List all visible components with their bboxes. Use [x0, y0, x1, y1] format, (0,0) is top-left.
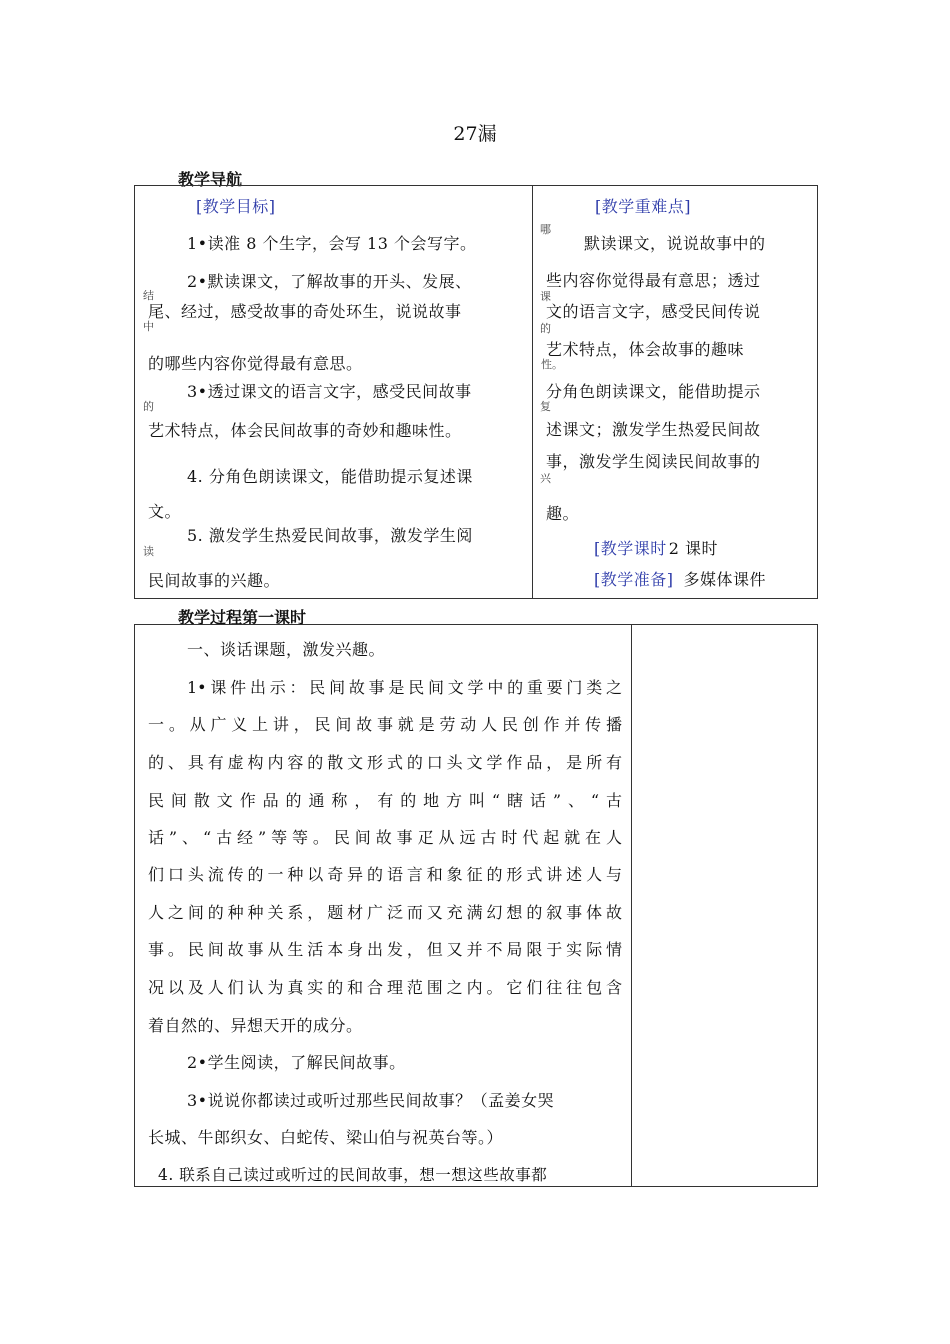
process-paragraph: 2•学生阅读，了解民间故事。 — [187, 1053, 406, 1072]
goal-line: 民间故事的兴趣。 — [148, 571, 281, 590]
keypoint-line: 分角色朗读课文，能借助提示 — [546, 382, 761, 401]
keypoint-line: 述课文；激发学生热爱民间故 — [546, 420, 761, 439]
class-hours-value: 2 课时 — [668, 539, 719, 558]
process-line: 人之间的种种关系，题材广泛而又充满幻想的叙事体故 — [148, 903, 622, 922]
process-line: 长城、牛郎织女、白蛇传、梁山伯与祝英台等。） — [148, 1128, 504, 1147]
goal-line: 的哪些内容你觉得最有意思。 — [148, 354, 363, 373]
clipped-fragment: 课 — [540, 290, 551, 303]
keypoint-line: 艺术特点，体会故事的趣味 — [546, 340, 745, 359]
clipped-fragment: 哪 — [540, 223, 551, 236]
clipped-fragment: 复 — [540, 400, 551, 413]
clipped-fragment: 中 — [143, 320, 154, 333]
process-line: 一。从广义上讲，民间故事就是劳动人民创作并传播 — [148, 715, 622, 734]
process-line: 的、具有虚构内容的散文形式的口头文学作品，是所有 — [148, 753, 622, 772]
keypoint-line: 些内容你觉得最有意思；透过 — [546, 271, 761, 290]
keypoint-line: 默读课文，说说故事中的 — [584, 234, 766, 253]
goal-line: 艺术特点，体会民间故事的奇妙和趣味性。 — [148, 421, 462, 440]
goal-line: 文。 — [148, 502, 182, 521]
process-line: 3•说说你都读过或听过那些民间故事？（孟姜女哭 — [187, 1091, 555, 1110]
prep-label: [教学准备] — [594, 570, 674, 589]
clipped-fragment: 读 — [143, 545, 154, 558]
clipped-fragment: 的 — [143, 400, 154, 413]
class-hours-label: [教学课时 — [594, 539, 667, 558]
process-line: 民间散文作品的通称，有的地方叫“瞎话”、“古 — [148, 791, 622, 810]
goal-line: 4. 分角色朗读课文，能借助提示复述课 — [187, 467, 473, 486]
prep-row — [594, 567, 766, 590]
process-line: 事。民间故事从生活本身出发，但又并不局限于实际情 — [148, 940, 622, 959]
process-table-divider — [631, 624, 632, 1187]
clipped-fragment: 结 — [143, 289, 154, 302]
page-title: 27漏 — [453, 123, 497, 145]
process-line: 话”、“古经”等等。民间故事疋从远古时代起就在人 — [148, 828, 622, 847]
class-hours-row — [594, 536, 718, 559]
process-line: 们口头流传的一种以奇异的语言和象征的形式讲述人与 — [148, 865, 622, 884]
goal-line: 尾、经过，感受故事的奇处环生，说说故事 — [148, 302, 462, 321]
process-line: 着自然的、异想天开的成分。 — [148, 1016, 363, 1035]
prep-value: 多媒体课件 — [683, 570, 767, 589]
process-heading: 教学过程第一课时 — [178, 608, 307, 627]
keypoint-line: 事，激发学生阅读民间故事的 — [546, 452, 761, 471]
process-line: 1•课件出示：民间故事是民间文学中的重要门类之 — [187, 678, 622, 697]
process-line: 况以及人们认为真实的和合理范围之内。它们往往包含 — [148, 978, 622, 997]
process-paragraph: 一、谈话课题，激发兴趣。 — [187, 640, 386, 659]
goal-line: 2•默读课文，了解故事的开头、发展、 — [187, 272, 472, 291]
clipped-fragment: 兴 — [540, 472, 551, 485]
process-line: 4. 联系自己读过或听过的民间故事，想一想这些故事都 — [158, 1166, 548, 1184]
goal-line: 5. 激发学生热爱民间故事，激发学生阅 — [187, 526, 473, 545]
clipped-fragment: 的 — [540, 322, 551, 335]
nav-heading: 教学导航 — [178, 170, 243, 189]
keypoint-line: 趣。 — [546, 504, 580, 523]
goal-line: 3•透过课文的语言文字，感受民间故事 — [187, 382, 472, 401]
keypoints-heading: [教学重难点] — [595, 197, 691, 216]
goal-line: 1•读准 8 个生字，会写 13 个会写字。 — [187, 234, 477, 253]
clipped-fragment: 性。 — [541, 358, 563, 371]
goals-heading: [教学目标] — [196, 197, 276, 216]
nav-table-divider — [532, 185, 533, 599]
keypoint-line: 文的语言文字，感受民间传说 — [546, 302, 761, 321]
